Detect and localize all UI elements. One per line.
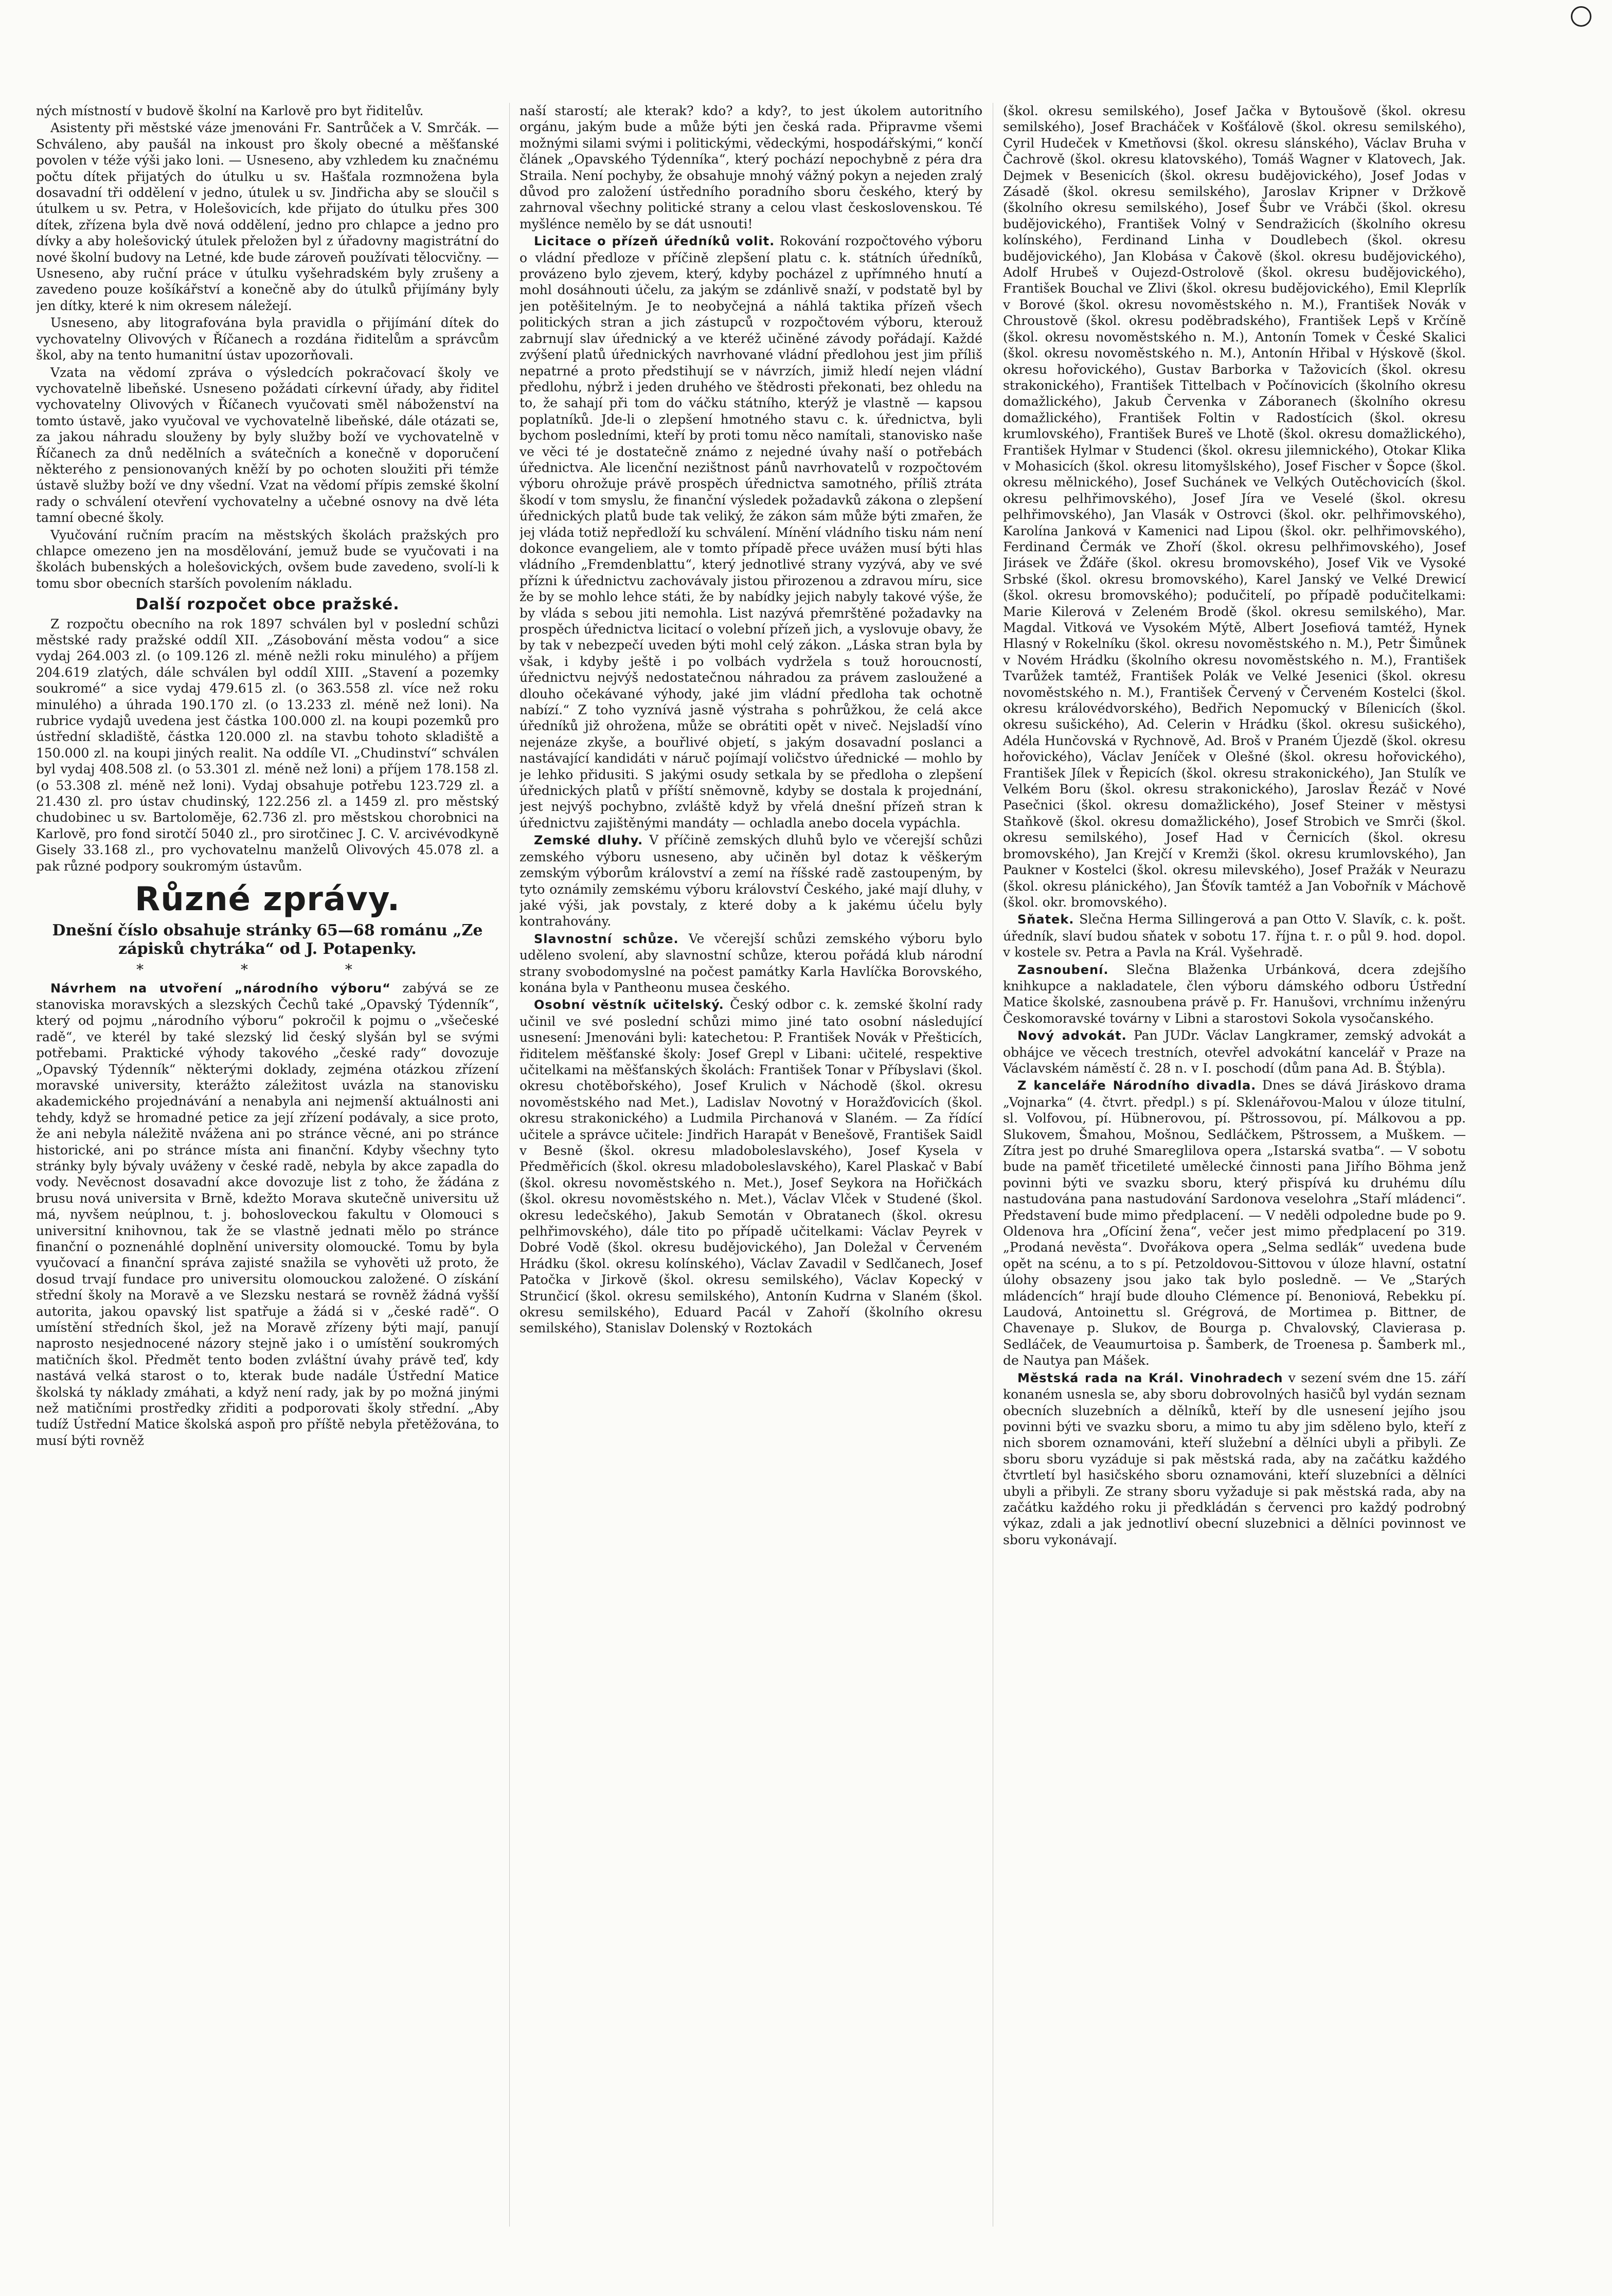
paragraph-body: Dnes se dává Jiráskovo drama „Vojnarka“ (4. čtvrt. předpl.) s pí. Sklenářovou-Malou v úloze titulní, sl. Volfovou, pí. Hübnerovou, pí. Pštrossovou, pí. Málkovou a pp. Slukovem, Šmahou, Mošnou, Sedláčkem, Pštrossem, a Muškem. — Zítra jest po druhé Smareglilova opera „Istarská svatba“. — V sobotu bude na paměť třicetileté umělecké činnosti pana Jiřího Böhma jenž povinni býti ve svazku sboru, který přispívá ku druhému dílu nastudována pana nastudování Sardonova veselohra „Staří mládenci“. Představení bude mimo předplacení. — V neděli odpoledne bude po 9. Oldenova hra „Ofíciní žena“, večer jest mimo předplacení po 319. „Prodaná nevěsta“. Dvořákova opera „Selma sedlák“ uvedena bude opět na scénu, a to s pí. Petzoldovou-Sittovou v úloze hlavní, ostatní úlohy obsazeny jsou jako tak bylo posledně. — Ve „Starých mládencích“ hrají bude dlouho Clémence pí. Benoniová, Rebekku pí. Laudová, Antoinettu sl. Grégrová, de Mortimea p. Bittner, de Chavenaye p. Slukov, de Bourga p. Chvalovský, Clavierasa p. Sedláček, de Veaumurtoisa p. Šamberk, de Troenesa p. Šamberk ml., de Nautya pan Mášek. — [1003, 1078, 1466, 1368]
lead-heading: Sňatek. — [1017, 912, 1074, 927]
lead-heading: Zemské dluhy. — [534, 833, 643, 848]
lead-heading: Městská rada na Král. Vinohradech — [1017, 1370, 1283, 1385]
paragraph — [1003, 1027, 1466, 1076]
paragraph: ných místností v budově školní na Karlově pro byt řiditelův. — [36, 103, 424, 118]
paragraph-body: zabývá se ze stanoviska moravských a slezských Čechů také „Opavský Týdenník“, který od pojmu „národního výboru“ pokročil k pojmu o „všečeské radě“, ve kterél by také slezský lid český slyšán byl se svými potřebami. Praktické výhody takového „české rady“ dovozuje „Opavský Týdenník“ některými doklady, zejména otázkou zřízení moravské university, kterážto záležitost uvázla na stanovisku akademického projednávání a nenabyla ani nejmenší aktuálnosti ani tehdy, když se hromadné petice za její zřízení podávaly, a sice proto, že ani nebyla náležitě nvážena ani po stránce věcné, ani po stránce historické, ani po stránce místa ani finanční. Kdyby všechny tyto stránky byly bývaly uváženy v české radě, nebyla by akce zapadla do vody. Nevěcnost dosavadní akce dovozuje list z toho, že žádána z brusu nová universita v Brně, kdežto Morava skutečně universitu už má, nyvšem neúplnou, t. j. bohosloveckou fakultu v Olomouci s universitní knihovnou, tak že se vlastně jednati mělo po stránce finanční o poznenáhlé doplnění university olomoucké. Tomu by byla vyučovací a finanční správa zajisté snažila se vyhověti už proto, že dosud trvají fundace pro universitu olomouckou založené. O získání střední školy na Moravě a ve Slezsku nestará se rovněž žádná vyšší autorita, jakou opavský list spatřuje a žádá si v „české radě“. O umístění středních škol, jež na Moravě zřízeny býti mají, panují naprosto nesjednocené názory stejně jako i o umístění soukromých matičních škol. Předmět tento boden zvláštní úvahy právě teď, kdy nastává velká starost o to, kterak bude nadále Ústřední Matice školská ty náklady zmáhati, a když není rady, jak by po možná jinými než matičními prostředky zřiditi a podporovati školy střední. „Aby tudíž Ústřední Matice školská aspoň pro příště nebyla přetěžována, to musí býti rovněž — [36, 980, 499, 1448]
paragraph: Z rozpočtu obecního na rok 1897 schválen byl v poslední schůzi městské rady pražské oddíl XII. „Zásobování města vodou“ a sice vydaj 264.003 zl. (o 109.126 zl. méně nežli roku minulého) a příjem 204.619 zlatých, dále schválen byl oddíl XIII. „Stavení a pozemky soukromé“ a sice vydaj 479.615 zl. (o 363.558 zl. více než roku minulého) a úhrada 190.170 zl. (o 13.233 zl. méně než loni). Na rubrice vydajů uvedena jest částka 100.000 zl. na koupi pozemků pro ústřední skladiště, částka 120.000 zl. na stavbu tohoto skladiště a 150.000 zl. na koupi jiných realit. Na oddíle VI. „Chudinství“ schválen byl vydaj 408.508 zl. (o 53.301 zl. méně než loni) a příjem 178.158 zl. (o 53.308 zl. méně než loni). Vydaj obsahuje potřebu 123.729 zl. a 21.430 zl. pro ústav chudinský, 122.256 zl. a 1459 zl. pro městský chudobinec u sv. Bartoloměje, 62.736 zl. pro městskou chorobnici na Karlově, pro fond sirotčí 5040 zl., pro sirotčinec J. C. V. arcivévodkyně Gisely 33.168 zl., pro vychovatelnu manželů Olivových 45.078 zl. a pak různé podpory soukromým ústavům. — [36, 616, 499, 874]
corner-hole-mark — [1571, 6, 1591, 27]
paragraph — [520, 233, 982, 831]
paragraph — [36, 980, 499, 1449]
paragraph: naší starostí; ale kterak? kdo? a kdy?, to jest úkolem autoritního orgánu, jakým bude a může býti jen česká rada. Připravme všemi možnými silami svými i politickými, vědeckými, hospodářskými,“ končí článek „Opavského Týdenníka“, který pochází nepochybně z péra dra Straila. Není pochyby, že obsahuje mnohý vážný pokyn a nejeden zralý důvod pro založení ústředního poradního sboru českého, který by zahrnoval všechny politické strany a celou vlast československou. Té myšlénce nemělo by se dát usnouti! — [520, 103, 982, 231]
paragraph: Vyučování ručním pracím na městských školách pražských pro chlapce omezeno jen na mosdělování, jemuž bude se vyučovati i na školách bubenských a holešovických, ovšem bude zavedeno, svolí-li k tomu sbor obecních starších povolením nákladu. — [36, 527, 499, 591]
paragraph — [1003, 911, 1466, 960]
lead-heading: Z kanceláře Národního divadla. — [1017, 1078, 1257, 1093]
lead-heading: Zasnoubení. — [1017, 962, 1109, 977]
column-left — [36, 103, 499, 2227]
paragraph — [520, 931, 982, 996]
paragraph-body: Slečna Blaženka Urbánková, dcera zdejšího knihkupce a nakladatele, člen výboru dámského odboru Ústřední Matice školské, zasnoubena právě p. Fr. Hanušovi, vrchnímu inženýru Českomoravské továrny v Libni a starostovi Sokola vysočanského. — [1003, 962, 1466, 1026]
lead-heading: Slavnostní schůze. — [534, 931, 679, 946]
lead-heading: Návrhem na utvoření „národního výboru“ — [50, 981, 391, 996]
paragraph — [1003, 1370, 1466, 1548]
paragraph-body: Český odbor c. k. zemské školní rady učinil ve své poslední schůzi mimo jiné tato osobní následující usnesení: Jmenováni byli: katechetou: P. František Novák v Přešticích, řiditelem měšťanské školy: Josef Grepl v Libani: učitelé, respektive učitelkami na měšťanských školách: František Tonar v Příbyslavi (škol. okresu chotěbořského), Josef Krulich v Náchodě (škol. okresu novoměstského nad Met.), Ladislav Novotný v Horažďovicích (škol. okresu strakonického) a Ludmila Pirchanová v Slaném. — Za řídící učitele a správce učitele: Jindřich Harapát v Benešově, František Saidl v Besně (škol. okresu mladoboleslavského), Josef Kysela v Předměřicích (škol. okresu mladoboleslavského), Karel Plaskač v Babí (škol. okresu novoměstského n. Met.), Josef Seykora na Hořičkách (škol. okresu novoměstského n. Met.), Václav Vlček v Studené (škol. okresu ledečského), Jakub Semotán v Obratanech (škol. okresu pelhřimovského), dále tito po případě učitelkami: Václav Peyrek v Dobré Vodě (škol. okresu budějovického), Jan Doležal v Červeném Hrádku (škol. okresu kolínského), Václav Zavadil v Sedlčanech, Josef Patočka v Jirkově (škol. okresu semilského), Václav Kopecký v Strunčicí (škol. okresu semilského), Antonín Kudrna v Slaném (škol. okresu semilského), Eduard Pacál v Zahoří (školního okresu semilského), Stanislav Dolenský v Roztokách — [520, 997, 982, 1336]
newspaper-page — [36, 103, 1466, 2227]
lead-heading: Osobní věstník učitelský. — [534, 998, 724, 1013]
paragraph: Asistenty při městské váze jmenováni Fr. Santrůček a V. Smrčák. — Schváleno, aby paušál na inkoust pro školy obecné a měšťanské povolen v téže výši jako loni. — Usneseno, aby vzhledem ku značnému počtu dítek přijatých do útulku u sv. Hašťala rozmnožena byla dosavadní tři oddělení v jedno, útulek u sv. Jindřicha aby se sloučil s útulkem u sv. Petra, v Holešovicích, kde přijato do útulku přes 300 dítek, zřízena byla dvě nová oddělení, jedno pro chlapce a jedno pro dívky a aby holešovický útulek přeložen byl z úřadovny magistrátní do nové školní budovy na Letné, kde bude zároveň používati tělocvičny. — Usneseno, aby ruční práce v útulku vyšehradském byly zrušeny a zavedeno pouze košíkářství a konečně aby do útulků přijímány byly jen dítky, které k nim okresem náležejí. — [36, 120, 499, 313]
star-divider: * * * — [136, 961, 399, 979]
paragraph-body: V příčině zemských dluhů bylo ve včerejší schůzi zemského výboru usneseno, aby učiněn byl dotaz k věškerým zemským výborům království a zemí na říšské radě zastoupeným, by tyto oznámily zemskému výboru království Českého, jaké mají dluhy, v jaké výši, jak povstaly, z které doby a k jakému účelu byly kontrahovány. — [520, 833, 982, 929]
paragraph-body: Rokování rozpočtového výboru o vládní předloze v příčině zlepšení platu c. k. státních úředníků, provázeno bylo zjevem, který, kdyby pocházel z upřímného hnutí a mohl dosáhnouti účelu, za jakým se zdánlivě snaží, v podstatě byl by jen potěšitelným. Je to neobyčejná a náhlá taktika přízeň všech politických stran a jich zástupců v rozpočtovém výboru, kterouž zabrnují slav úřednický a ve kteréž učiněné závody pořádají. Každé zvýšení platů úřednických navrhované vládní předlohou jest jim příliš nepatrné a proto předstihují se v návrzích, jimiž hledí nejen vládní předlohu, nýbrž i jeden druhého ve štědrosti překonati, bez ohledu na to, že sahají při tom do váčku státního, kterýž je vlastně — kapsou poplatníků. Jde-li o zlepšení hmotného stavu c. k. úřednictva, byli bychom posledními, kteří by proti tomu něco namítali, stanovisko naše ve věci té je dostatečně známo z nejedné úvahy naší o potřebách úřednictva. Ale licenční nezištnost pánů navrhovatelů v rozpočtovém výboru ohrožuje právě prospěch úřednictva samotného, příliš ztráta škodí v tom smyslu, že finanční výsledek požadavků zákona o zlepšení úřednických platů bude tak veliký, že zákon sám může býti zmařen, že jej vláda totiž nepředloží ku schválení. Mínění vládního tisku nám není dokonce evangeliem, ale v tomto případě přece uvážen musí býti hlas vládního „Fremdenblattu“, který jednotlivé strany vyzývá, aby ve své přízni k úřednictvu zachovávaly jistou přirozenou a zdravou míru, sice že by se mohlo lehce státi, že by nabídky jejich nabyly takové výše, že by vláda s sebou jiti nemohla. List nazývá přemrštěné požadavky na prospěch úřednictva licitací o volební přízeň jich, a vyslovuje obavy, že by tak v nebezpečí uveden býti mohl celý zákon. „Láska stran byla by však, i kdyby ještě i po volbách vydržela s touž horoucností, úřednictvu nejvýš nedostatečnou náhradou za právem zasloužené a dlouho očekávané výhody, jaké jim vládní předloha tak ochotně nabízí.“ Z toho vyznívá jasně výstraha s pohrůžkou, že celá akce úředníků již ohrožena, může se obrátiti opět v niveč. Nejsladší víno nejenáze zkyše, a bouřlivé objetí, s jakým dosavadní poslanci a nastávající kandidáti v náruč pojímají voličstvo úřednické — mohlo by je lehko přidusiti. S jakými osudy setkala by se předloha o zlepšení úřednických platů v příští sněmovně, kdyby se dostala k projednání, jest nejvýš pochybno, zvláště když by vřelá dnešní přízeň stran k úřednictvu zajištěnými mandáty — ochladla anebo docela vypáchla. — [520, 233, 982, 830]
column-rule — [509, 103, 510, 2227]
paragraph-body: Pan JUDr. Václav Langkramer, zemský advokát a obhájce ve věcech trestních, otevřel advokátní kancelář v Praze na Václavském náměstí č. 28 n. v I. poschodí (dům pana Ad. B. Štýbla). — [1003, 1028, 1466, 1076]
paragraph — [520, 832, 982, 929]
section-heading: Další rozpočet obce pražské. — [135, 595, 400, 614]
paragraph — [520, 997, 982, 1336]
column-right — [1003, 103, 1466, 2227]
paragraph-body: Slečna Herma Sillingerová a pan Otto V. Slavík, c. k. pošt. úředník, slaví budou sňatek v sobotu 17. října t. r. o půl 9. hod. dopol. v kostele sv. Petra a Pavla na Král. Vyšehradě. — [1003, 912, 1466, 960]
paragraph-body: Ve včerejší schůzi zemského výboru bylo uděleno svolení, aby slavnostní schůze, kterou pořádá klub národní strany svobodomyslné na počest památky Karla Havlíčka Borovského, konána byla v Pantheonu musea českého. — [520, 931, 982, 995]
lead-heading: Licitace o přízeň úředníků volit. — [534, 234, 775, 249]
lead-heading: Nový advokát. — [1017, 1028, 1127, 1043]
paragraph: Usneseno, aby litografována byla pravidla o přijímání dítek do vychovatelny Olivových v Říčanech a rozdána řiditelům a správcům škol, aby na tento humanitní ústav upozorňovali. — [36, 315, 499, 363]
paragraph: (škol. okresu semilského), Josef Jačka v Bytoušově (škol. okresu semilského), Josef Bracháček v Košťálově (škol. okresu semilského), Cyril Hudeček v Kmetňovsi (škol. okresu slánského), Václav Bruha v Čachrově (škol. okresu klatovského), Tomáš Wagner v Klatovech, Jak. Dejmek v Besenicích (škol. okresu budějovického), Josef Jodas v Zásadě (škol. okresu semilského), Jaroslav Kripner v Držkově (školního okresu semilského), Josef Šubr ve Vrábči (škol. okresu budějovického), František Volný v Sendražicích (školního okresu kolínského), Ferdinand Linha v Doudlebech (škol. okresu budějovického), Jan Klobása v Čakově (škol. okresu budějovického), Adolf Hrubeš v Oujezd-Ostrolově (škol. okresu budějovického), František Bouchal ve Zlivi (škol. okresu budějovického), Emil Kleprlík v Borové (škol. okresu novoměstského n. M.), František Novák v Chroustově (škol. okresu poděbradského), František Lepš v Krčíně (škol. okresu novoměstského n. M.), Antonín Tomek v České Skalici (škol. okresu novoměstského n. M.), Antonín Hřibal v Hýskově (škol. okresu hořovického), Gustav Barborka v Tažovicích (škol. okresu strakonického), František Tittelbach v Počínovicích (školního okresu domažlického), Jakub Červenka v Záboranech (školního okresu domažlického), František Foltin v Radostícich (škol. okresu krumlovského), František Bureš ve Lhotě (škol. okresu domažlického), František Hylmar v Studenci (škol. okresu jilemnického), Otokar Klika v Mohasicích (škol. okresu litomyšlského), Josef Fischer v Šopce (škol. okresu mělnického), Josef Suchánek ve Velkých Outěchovicích (škol. okresu pelhřimovského), Josef Jíra ve Veselé (škol. okresu pelhřimovského), Jan Vlasák v Ostrovci (škol. okr. pelhřimovského), Karolína Janková v Kamenici nad Lipou (škol. okr. pelhřimovského), Ferdinand Čermák ve Zhoří (škol. okresu pelhřimovského), Josef Jirásek ve Žďáře (škol. okresu bromovského), Josef Vik ve Vysoké Srbské (škol. okresu bromovského), Karel Janský ve Velké Drewicí (škol. okresu bromovského); podučitelí, po případě podučitelkami: Marie Kilerová v Zeleném Brodě (škol. okresu semilského), Mar. Magdal. Vitková ve Vysokém Mýtě, Albert Josefiová tamtéž, Hynek Hlasný v Rokelníku (škol. okresu novoměstského n. M.), Petr Šimůnek v Novém Hrádku (školního okresu novoměstského n. M.), František Tvarůžek tamtéž, František Polák ve Velké Jesenici (škol. okresu novoměstského n. M.), František Červený v Červeném Kostelci (škol. okresu královédvorského), Bedřich Nepomucký v Bílenicích (škol. okresu sušického), Ad. Celerin v Hrádku (škol. okresu sušického), Adéla Hunčovská v Rychnově, Ad. Broš v Praném Újezdě (škol. okresu hořovického), Václav Jeníček v Olešné (škol. okresu hořovického), František Jílek v Řepicích (škol. okresu strakonického), Jan Stulík ve Velkém Boru (škol. okresu strakonického), Jaroslav Řezáč v Nové Pasečnici (škol. okresu domažlického), Josef Steiner v městysi Staňkově (škol. okresu domažlického), Josef Strobich ve Smrči (škol. okresu semilského), Josef Had v Černicích (škol. okresu bromovského), Jan Krejčí v Kremži (škol. okresu krumlovského), Jan Paukner v Kostelci (škol. okresu milevského), Josef Pražák v Neurazu (škol. okresu plánického), Jan Šťovík tamtéž a Jan Vobořník v Máchově (škol. okr. bromovského). — [1003, 103, 1466, 910]
paragraph-body: v sezení svém dne 15. září konaném usnesla se, aby sboru dobrovolných hasičů byl vydán seznam obecních sluzebních a dělníků, kteří by dle usnesení jejího jsou povinni býti ve svazku sboru, a mimo tu aby jim sděleno bylo, kteří z nich sborem oznamováni, kteří služební a dělníci ubyli a přibyli. Ze sboru sboru vyzáduje si pak městská rada, aby na začátku každého čtvrtletí byl hasičského sboru oznamováni, kteří sluzebníci a dělníci ubyli a přibyli. Ze strany sboru vyžaduje si pak městská rada, aby na začátku každého roku ji předkládán s červenci pro každý podrobný výkaz, zdali a jak jednotliví obecní sluzebnici a dělníci povinnost ve sboru vykonávají. — [1003, 1370, 1466, 1547]
paragraph — [1003, 1077, 1466, 1368]
paragraph: Vzata na vědomí zpráva o výsledcích pokračovací školy ve vychovatelně libeňské. Usneseno požádati církevní úřady, aby řiditel vychovatelny Olivových v Říčanech vyučovati směl náboženství na tomto ústavě, jako vyučoval ve vychovatelně libeňské, dále otázati se, za jakou náhradu slouženy by byly služby boží ve vychovatelně v Říčanech za dnů nedělních a svátečních a konečně v doporučení některého z pensionovaných kněží by po ochoten sloužiti při témže ústavě služby boží ve dny všední. Vzat na vědomí přípis zemské školní rady o schválení otevření vychovatelny a učebné osnovy na dvě léta tamní obecné školy. — [36, 365, 499, 526]
paragraph — [1003, 962, 1466, 1027]
column-middle — [520, 103, 982, 2227]
notice-novel-pages: Dnešní číslo obsahuje stránky 65—68 románu „Ze zápisků chytráka“ od J. Potapenky. — [52, 921, 483, 959]
section-title-ruzne-zpravy: Různé zprávy. — [134, 880, 401, 919]
